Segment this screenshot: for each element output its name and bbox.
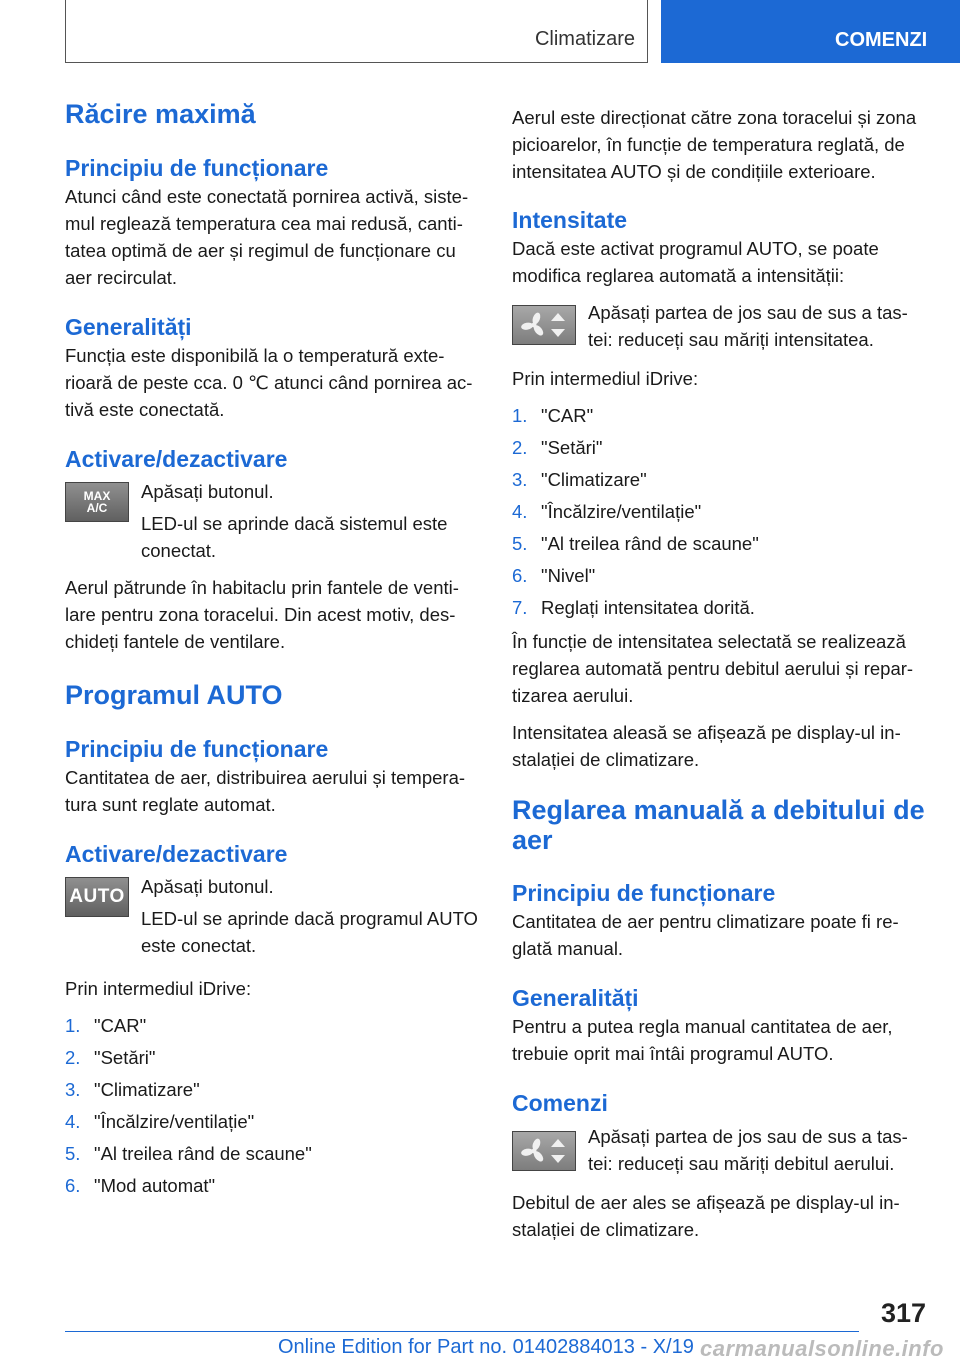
step-number: 4. bbox=[65, 1111, 81, 1132]
paragraph-principle-auto: Cantitatea de aer, distribuirea aerului și tempera-tura sunt reglate automat. bbox=[65, 767, 466, 815]
list-item bbox=[65, 1138, 480, 1170]
heading-principle: Principiu de funcționare bbox=[65, 155, 329, 181]
heading-manual-airflow: Reglarea manuală a debitului de aer bbox=[512, 795, 925, 855]
heading-activation: Activare/dezactivare bbox=[65, 446, 288, 472]
list-item bbox=[65, 1106, 480, 1138]
step-text: "Încălzire/ventilație" bbox=[94, 1111, 255, 1132]
idrive-steps-list bbox=[65, 1010, 480, 1202]
paragraph-general-manual: Pentru a putea regla manual cantitatea de aer, trebuie oprit mai întâi programul AUTO. bbox=[512, 1016, 893, 1064]
step-number: 5. bbox=[512, 533, 528, 554]
list-item bbox=[65, 1170, 480, 1202]
max-ac-line2: A/C bbox=[86, 501, 108, 515]
step-number: 2. bbox=[65, 1047, 81, 1068]
airflow-instruction bbox=[512, 1123, 932, 1177]
step-text: "Încălzire/ventilație" bbox=[541, 501, 702, 522]
heading-general: Generalități bbox=[65, 314, 192, 340]
step-number: 1. bbox=[512, 405, 528, 426]
left-column bbox=[65, 98, 480, 1202]
heading-general-manual: Generalități bbox=[512, 985, 639, 1011]
press-button-text-auto: Apăsați butonul. bbox=[141, 876, 274, 897]
press-button-text: Apăsați butonul. bbox=[141, 481, 274, 502]
right-column bbox=[512, 104, 932, 1243]
list-item bbox=[512, 528, 932, 560]
paragraph-air-direction: Aerul este direcționat către zona toracelui și zona picioarelor, în funcție de temperatura reglată, de intensitatea AUTO și de condițiile exterioare. bbox=[512, 107, 917, 182]
list-item bbox=[512, 464, 932, 496]
list-item bbox=[512, 496, 932, 528]
step-text: "CAR" bbox=[94, 1015, 147, 1036]
list-item bbox=[65, 1042, 480, 1074]
step-number: 1. bbox=[65, 1015, 81, 1036]
heading-activation-auto: Activare/dezactivare bbox=[65, 841, 288, 867]
paragraph-principle-manual: Cantitatea de aer pentru climatizare poate fi re-glată manual. bbox=[512, 911, 899, 959]
step-number: 4. bbox=[512, 501, 528, 522]
list-item bbox=[512, 560, 932, 592]
step-text: Reglați intensitatea dorită. bbox=[541, 597, 755, 618]
heading-principle-auto: Principiu de funcționare bbox=[65, 736, 329, 762]
paragraph-air-vents: Aerul pătrunde în habitaclu prin fantele de venti-lare pentru zona toracelui. Din acest motiv, des-chideți fantele de ventilare. bbox=[65, 577, 459, 652]
intensity-instruction bbox=[512, 299, 932, 353]
heading-controls: Comenzi bbox=[512, 1090, 608, 1116]
step-number: 6. bbox=[65, 1175, 81, 1196]
idrive-intro: Prin intermediul iDrive: bbox=[65, 978, 252, 999]
step-number: 6. bbox=[512, 565, 528, 586]
maxac-instruction bbox=[65, 478, 480, 564]
step-text: "Climatizare" bbox=[94, 1079, 200, 1100]
section-title: Climatizare bbox=[534, 28, 635, 50]
paragraph-display-intensity: Intensitatea aleasă se afișează pe display-ul in-stalației de climatizare. bbox=[512, 722, 901, 770]
heading-max-cooling: Răcire maximă bbox=[65, 99, 256, 129]
step-text: "Setări" bbox=[541, 437, 603, 458]
step-number: 5. bbox=[65, 1143, 81, 1164]
paragraph-general: Funcția este disponibilă la o temperatură exte-rioară de peste cca. 0 ℃ atunci când pornirea ac-tivă este conectată. bbox=[65, 345, 473, 420]
max-ac-button-icon bbox=[65, 482, 129, 522]
step-text: "Al treilea rând de scaune" bbox=[541, 533, 759, 554]
step-text: "Nivel" bbox=[541, 565, 596, 586]
header-section-box bbox=[65, 0, 648, 63]
heading-intensity: Intensitate bbox=[512, 207, 628, 233]
led-text-1: LED-ul se aprinde dacă sistemul este conectat. bbox=[141, 513, 448, 561]
auto-button-icon bbox=[65, 877, 129, 917]
list-item bbox=[512, 432, 932, 464]
paragraph-display-airflow: Debitul de aer ales se afișează pe display-ul in-stalației de climatizare. bbox=[512, 1192, 900, 1240]
step-text: "Setări" bbox=[94, 1047, 156, 1068]
footer-rule bbox=[65, 1331, 859, 1332]
watermark: carmanualsonline.info bbox=[700, 1336, 944, 1361]
press-rocker-intensity-text: Apăsați partea de jos sau de sus a tas-tei: reduceți sau măriți intensitatea. bbox=[588, 302, 908, 350]
fan-rocker-icon bbox=[512, 1131, 576, 1171]
max-ac-line1: MAX bbox=[83, 489, 111, 503]
step-text: "Climatizare" bbox=[541, 469, 647, 490]
step-number: 2. bbox=[512, 437, 528, 458]
list-item bbox=[65, 1010, 480, 1042]
step-number: 7. bbox=[512, 597, 528, 618]
heading-auto-program: Programul AUTO bbox=[65, 680, 283, 710]
idrive-intro-2: Prin intermediul iDrive: bbox=[512, 368, 699, 389]
footer-edition: Online Edition for Part no. 01402884013 - X/19 bbox=[278, 1336, 694, 1358]
paragraph-intensity: Dacă este activat programul AUTO, se poate modifica reglarea automată a intensității: bbox=[512, 238, 879, 286]
step-number: 3. bbox=[512, 469, 528, 490]
list-item bbox=[512, 400, 932, 432]
list-item bbox=[65, 1074, 480, 1106]
tab-comenzi[interactable]: COMENZI bbox=[661, 0, 960, 63]
paragraph-principle: Atunci când este conectată pornirea activă, siste-mul reglează temperatura cea mai redusă, canti-tatea optimă de aer și regimul de funcționare cu aer recirculat. bbox=[65, 186, 469, 288]
press-rocker-airflow-text: Apăsați partea de jos sau de sus a tas-tei: reduceți sau măriți debitul aerului. bbox=[588, 1126, 908, 1174]
step-text: "CAR" bbox=[541, 405, 594, 426]
heading-principle-manual: Principiu de funcționare bbox=[512, 880, 776, 906]
step-number: 3. bbox=[65, 1079, 81, 1100]
idrive-steps-list-2 bbox=[512, 400, 932, 624]
fan-rocker-icon bbox=[512, 305, 576, 345]
auto-button-label: AUTO bbox=[69, 886, 125, 907]
page-number: 317 bbox=[881, 1298, 927, 1328]
list-item bbox=[512, 592, 932, 624]
step-text: "Mod automat" bbox=[94, 1175, 216, 1196]
step-text: "Al treilea rând de scaune" bbox=[94, 1143, 312, 1164]
auto-instruction bbox=[65, 873, 480, 959]
led-text-2: LED-ul se aprinde dacă programul AUTO este conectat. bbox=[141, 908, 478, 956]
paragraph-auto-regulation: În funcție de intensitatea selectată se realizează reglarea automată pentru debitul aerului și repar-tizarea aerului. bbox=[512, 631, 914, 706]
